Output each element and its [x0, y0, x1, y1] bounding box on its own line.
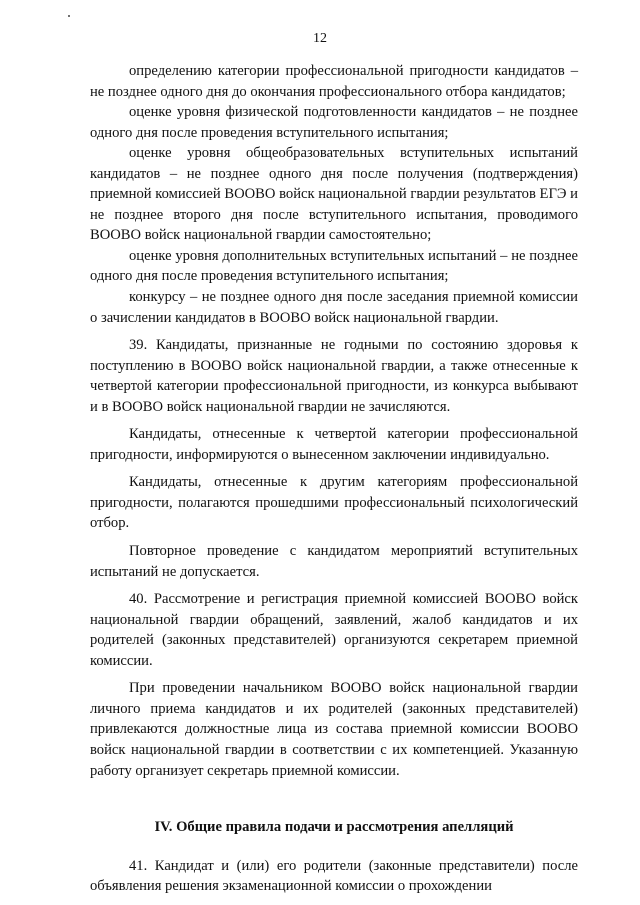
paragraph: Кандидаты, отнесенные к четвертой категории профессиональной пригодности, информируются о вынесенном заключении индивидуально.	[90, 426, 578, 463]
paragraph: 39. Кандидаты, признанные не годными по состоянию здоровья к поступлению в ВООВО войск национальной гвардии, а также отнесенные к четвертой категории профессиональной пригодности, из конкурса выбывают и в ВООВО войск национальной гвардии не зачисляются.	[90, 337, 578, 415]
paragraph: конкурсу – не позднее одного дня после заседания приемной комиссии о зачислении кандидатов в ВООВО войск национальной гвардии.	[90, 289, 578, 326]
scan-speck	[68, 15, 70, 17]
paragraph: оценке уровня общеобразовательных вступительных испытаний кандидатов – не позднее одного дня после получения (подтверждения) приемной комиссией ВООВО войск национальной гвардии результатов ЕГЭ и не позднее второго дня после вступительного испытания, проводимого ВООВО войск национальной гвардии самостоятельно;	[90, 145, 578, 244]
section-heading: IV. Общие правила подачи и рассмотрения апелляций	[154, 819, 514, 836]
paragraph: Повторное проведение с кандидатом мероприятий вступительных испытаний не допускается.	[90, 543, 578, 580]
paragraph: 40. Рассмотрение и регистрация приемной комиссией ВООВО войск национальной гвардии обращений, заявлений, жалоб кандидатов и их родителей (законных представителей) организуются секретарем приемной комиссии.	[90, 591, 578, 669]
paragraph: Кандидаты, отнесенные к другим категориям профессиональной пригодности, полагаются прошедшими профессиональный психологический отбор.	[90, 474, 578, 532]
paragraph: 41. Кандидат и (или) его родители (законные представители) после объявления решения экзаменационной комиссии о прохождении	[90, 857, 578, 895]
paragraph: оценке уровня дополнительных вступительных испытаний – не позднее одного дня после проведения вступительного испытания;	[90, 247, 578, 285]
paragraph: определению категории профессиональной пригодности кандидатов – не позднее одного дня до окончания профессионального отбора кандидатов;	[90, 63, 578, 100]
paragraph: При проведении начальником ВООВО войск национальной гвардии личного приема кандидатов и их родителей (законных представителей) привлекаются должностные лица из состава приемной комиссии ВООВО войск национальной гвардии в соответствии с их компетенцией. Указанную работу организует секретарь приемной комиссии.	[90, 680, 578, 779]
paragraph: оценке уровня физической подготовленности кандидатов – не позднее одного дня после проведения вступительного испытания;	[90, 104, 578, 141]
page-number: 12	[313, 31, 327, 46]
document-body	[90, 61, 578, 897]
